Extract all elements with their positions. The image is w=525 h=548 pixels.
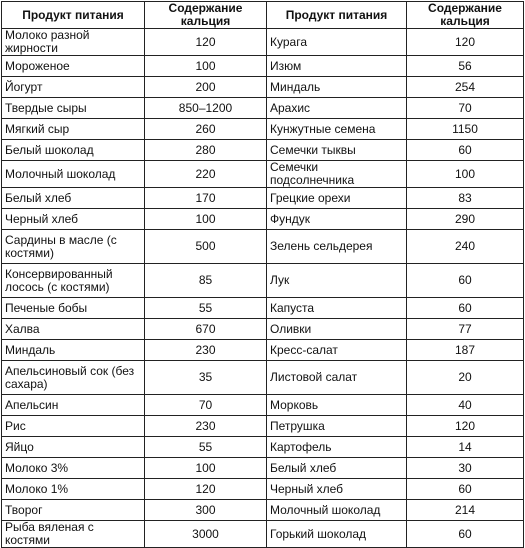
calcium-value-left: 200: [145, 77, 267, 98]
calcium-value-left: 120: [145, 29, 267, 56]
table-row: [2, 500, 524, 521]
product-name-right: Семечки тыквы: [267, 140, 407, 161]
product-name-right: Арахис: [267, 98, 407, 119]
calcium-value-left: 3000: [145, 521, 267, 548]
calcium-value-left: 55: [145, 437, 267, 458]
calcium-value-right: 254: [407, 77, 524, 98]
calcium-value-right: 14: [407, 437, 524, 458]
table-row: [2, 77, 524, 98]
table-row: [2, 437, 524, 458]
calcium-value-right: 1150: [407, 119, 524, 140]
table-row: [2, 458, 524, 479]
calcium-value-left: 35: [145, 361, 267, 395]
product-name-right: Картофель: [267, 437, 407, 458]
table-row: [2, 521, 524, 548]
calcium-value-right: 77: [407, 319, 524, 340]
product-name-right: Миндаль: [267, 77, 407, 98]
product-name-right: Молочный шоколад: [267, 500, 407, 521]
product-name-left: Апельсин: [2, 395, 145, 416]
table-row: [2, 29, 524, 56]
calcium-value-left: 230: [145, 416, 267, 437]
calcium-value-left: 120: [145, 479, 267, 500]
product-name-left: Белый шоколад: [2, 140, 145, 161]
calcium-value-right: 40: [407, 395, 524, 416]
product-name-right: Грецкие орехи: [267, 188, 407, 209]
table-row: [2, 98, 524, 119]
calcium-value-left: 70: [145, 395, 267, 416]
product-name-left: Миндаль: [2, 340, 145, 361]
calcium-value-right: 60: [407, 298, 524, 319]
product-name-left: Рыба вяленая с костями: [2, 521, 145, 548]
calcium-value-right: 56: [407, 56, 524, 77]
calcium-value-right: 187: [407, 340, 524, 361]
calcium-value-right: 20: [407, 361, 524, 395]
header-calcium-right: Содержание кальция: [407, 2, 524, 29]
product-name-left: Консервированный лосось (с костями): [2, 264, 145, 298]
product-name-left: Белый хлеб: [2, 188, 145, 209]
product-name-left: Молочный шоколад: [2, 161, 145, 188]
table-row: [2, 188, 524, 209]
table-body: [2, 29, 524, 548]
calcium-value-right: 120: [407, 416, 524, 437]
product-name-right: Зелень сельдерея: [267, 230, 407, 264]
calcium-value-left: 500: [145, 230, 267, 264]
product-name-right: Изюм: [267, 56, 407, 77]
calcium-value-left: 850–1200: [145, 98, 267, 119]
calcium-value-right: 120: [407, 29, 524, 56]
table-row: [2, 361, 524, 395]
product-name-left: Творог: [2, 500, 145, 521]
product-name-right: Семечки подсолнечника: [267, 161, 407, 188]
table-row: [2, 56, 524, 77]
table-row: [2, 319, 524, 340]
calcium-value-left: 85: [145, 264, 267, 298]
calcium-value-right: 30: [407, 458, 524, 479]
header-product-right: Продукт питания: [267, 2, 407, 29]
product-name-right: Курага: [267, 29, 407, 56]
header-product-left: Продукт питания: [2, 2, 145, 29]
product-name-left: Черный хлеб: [2, 209, 145, 230]
product-name-left: Мороженое: [2, 56, 145, 77]
product-name-left: Твердые сыры: [2, 98, 145, 119]
product-name-left: Молоко разной жирности: [2, 29, 145, 56]
product-name-right: Листовой салат: [267, 361, 407, 395]
calcium-value-right: 83: [407, 188, 524, 209]
product-name-right: Черный хлеб: [267, 479, 407, 500]
calcium-value-left: 220: [145, 161, 267, 188]
product-name-right: Фундук: [267, 209, 407, 230]
table-row: [2, 264, 524, 298]
calcium-value-left: 100: [145, 209, 267, 230]
calcium-value-right: 290: [407, 209, 524, 230]
product-name-right: Кресс-салат: [267, 340, 407, 361]
product-name-right: Горький шоколад: [267, 521, 407, 548]
calcium-value-left: 100: [145, 56, 267, 77]
table-row: [2, 209, 524, 230]
calcium-value-right: 60: [407, 264, 524, 298]
table-row: [2, 416, 524, 437]
header-row: [2, 2, 524, 29]
table-row: [2, 479, 524, 500]
calcium-value-left: 260: [145, 119, 267, 140]
product-name-right: Капуста: [267, 298, 407, 319]
product-name-left: Молоко 3%: [2, 458, 145, 479]
product-name-right: Кунжутные семена: [267, 119, 407, 140]
product-name-right: Лук: [267, 264, 407, 298]
calcium-table: [1, 1, 524, 548]
header-calcium-left: Содержание кальция: [145, 2, 267, 29]
calcium-value-left: 300: [145, 500, 267, 521]
calcium-value-left: 230: [145, 340, 267, 361]
calcium-value-left: 170: [145, 188, 267, 209]
product-name-right: Морковь: [267, 395, 407, 416]
product-name-right: Белый хлеб: [267, 458, 407, 479]
calcium-value-left: 55: [145, 298, 267, 319]
calcium-value-right: 60: [407, 479, 524, 500]
calcium-value-right: 70: [407, 98, 524, 119]
table-row: [2, 230, 524, 264]
table-row: [2, 340, 524, 361]
product-name-right: Петрушка: [267, 416, 407, 437]
calcium-value-right: 240: [407, 230, 524, 264]
calcium-value-right: 100: [407, 161, 524, 188]
calcium-value-left: 280: [145, 140, 267, 161]
product-name-left: Сардины в масле (с костями): [2, 230, 145, 264]
product-name-left: Мягкий сыр: [2, 119, 145, 140]
table-row: [2, 395, 524, 416]
product-name-left: Рис: [2, 416, 145, 437]
calcium-value-right: 60: [407, 140, 524, 161]
table-row: [2, 119, 524, 140]
product-name-left: Яйцо: [2, 437, 145, 458]
table-row: [2, 161, 524, 188]
table-row: [2, 140, 524, 161]
product-name-left: Апельсиновый сок (без сахара): [2, 361, 145, 395]
product-name-left: Халва: [2, 319, 145, 340]
product-name-left: Молоко 1%: [2, 479, 145, 500]
product-name-left: Йогурт: [2, 77, 145, 98]
calcium-value-left: 100: [145, 458, 267, 479]
calcium-value-left: 670: [145, 319, 267, 340]
calcium-value-right: 214: [407, 500, 524, 521]
calcium-value-right: 60: [407, 521, 524, 548]
product-name-right: Оливки: [267, 319, 407, 340]
product-name-left: Печеные бобы: [2, 298, 145, 319]
table-row: [2, 298, 524, 319]
